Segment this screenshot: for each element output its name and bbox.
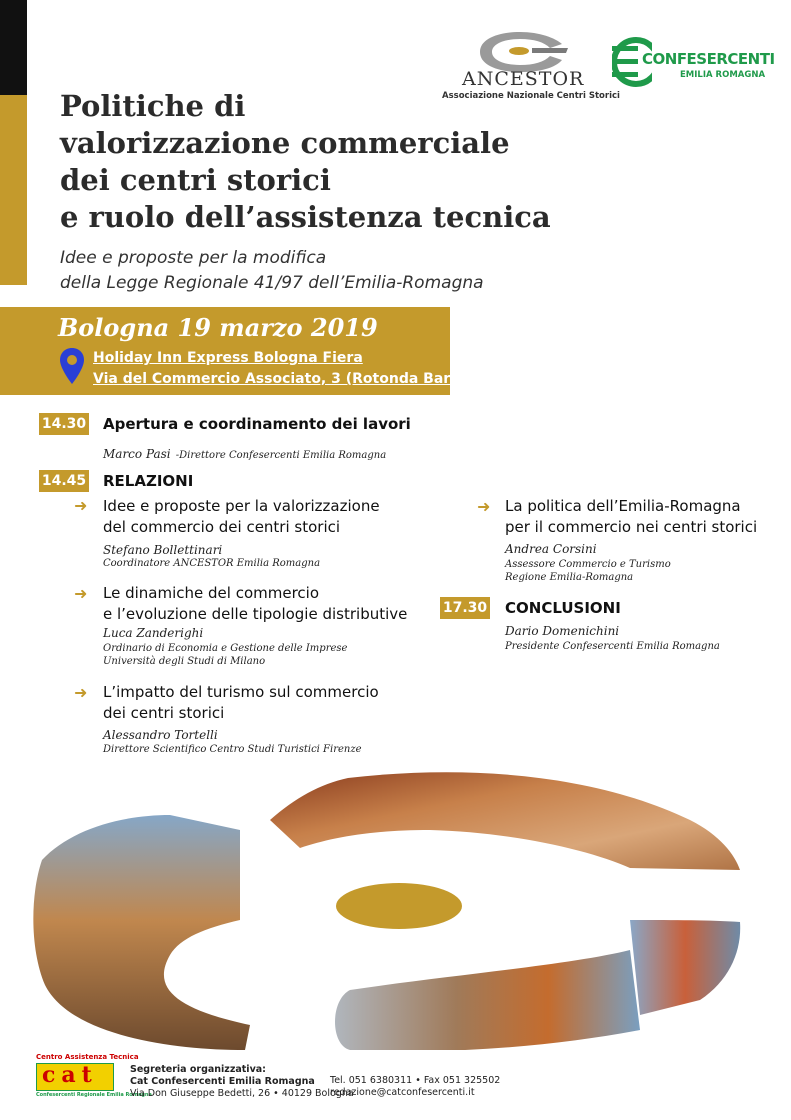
photo-right-band [630, 920, 740, 1015]
title-line-1: Politiche di [60, 89, 246, 123]
confesercenti-name: CONFESERCENTI [642, 50, 775, 68]
footer-address: Via Don Giuseppe Bedetti, 26 • 40129 Bologna [130, 1088, 354, 1099]
talk-2-title-line-2: e l’evoluzione delle tipologie distributive [103, 605, 408, 623]
cat-logo-top: Centro Assistenza Tecnica [36, 1053, 139, 1061]
talk-2-role-2: Università degli Studi di Milano [103, 656, 266, 667]
photo-left-band [33, 815, 250, 1050]
title-line-3: dei centri storici [60, 163, 331, 197]
footer-phone: Tel. 051 6380311 • Fax 051 325502 [330, 1075, 501, 1086]
opening-speaker-line [103, 443, 386, 462]
conclusions-speaker: Dario Domenichini [505, 624, 620, 638]
relazioni-title: RELAZIONI [103, 472, 194, 490]
talk-2-title [103, 583, 407, 625]
cat-logo [36, 1053, 152, 1103]
arrow-right-icon: ➜ [74, 496, 88, 515]
central-gold-ellipse [336, 883, 462, 929]
talk-1-role: Coordinatore ANCESTOR Emilia Romagna [103, 558, 321, 569]
time-badge-conclusions: 17.30 [440, 597, 490, 619]
event-venue[interactable] [93, 348, 481, 390]
talk-1-title-line-2: del commercio dei centri storici [103, 518, 341, 536]
talk-4-title-line-1: La politica dell’Emilia-Romagna [505, 497, 741, 515]
photo-top-band [270, 772, 740, 870]
arrow-right-icon: ➜ [477, 497, 491, 516]
venue-address[interactable]: Via del Commercio Associato, 3 (Rotonda Baroni) [93, 371, 481, 387]
ancestor-subtitle: Associazione Nazionale Centri Storici [442, 91, 620, 101]
footer-organizer [130, 1064, 354, 1100]
talk-4-role-2: Regione Emilia-Romagna [505, 572, 634, 583]
confesercenti-logo [612, 36, 775, 91]
title-line-2: valorizzazione commerciale [60, 126, 510, 160]
footer-contacts [330, 1075, 500, 1099]
cat-logo-letters: cat [42, 1062, 98, 1088]
side-bar-black [0, 0, 27, 95]
side-bar-gold [0, 95, 27, 285]
page-title [60, 88, 580, 236]
subtitle-line-2: della Legge Regionale 41/97 dell’Emilia-Romagna [60, 273, 484, 293]
arrow-right-icon: ➜ [74, 683, 88, 702]
venue-name[interactable]: Holiday Inn Express Bologna Fiera [93, 350, 363, 366]
conclusions-title: CONCLUSIONI [505, 599, 621, 617]
time-badge-relazioni: 14.45 [39, 470, 89, 492]
talk-1-speaker: Stefano Bollettinari [103, 543, 223, 557]
time-badge-opening: 14.30 [39, 413, 89, 435]
talk-1-title-line-1: Idee e proposte per la valorizzazione [103, 497, 380, 515]
photo-bottom-band [335, 950, 640, 1050]
talk-4-role-1: Assessore Commercio e Turismo [505, 559, 671, 570]
talk-3-title [103, 682, 379, 724]
cat-logo-bottom: Confesercenti Regionale Emilia Romagna [36, 1092, 152, 1098]
location-pin-icon [60, 348, 84, 384]
talk-4-speaker: Andrea Corsini [505, 542, 597, 556]
arrow-right-icon: ➜ [74, 584, 88, 603]
talk-2-title-line-1: Le dinamiche del commercio [103, 584, 319, 602]
subtitle [60, 246, 484, 296]
event-date: Bologna 19 marzo 2019 [58, 313, 378, 342]
talk-3-role: Direttore Scientifico Centro Studi Turistici Firenze [103, 744, 362, 755]
footer-org: Cat Confesercenti Emilia Romagna [130, 1076, 315, 1087]
ancestor-name: ANCESTOR [462, 68, 585, 90]
conclusions-role: Presidente Confesercenti Emilia Romagna [505, 641, 720, 652]
opening-title: Apertura e coordinamento dei lavori [103, 415, 411, 433]
subtitle-line-1: Idee e proposte per la modifica [60, 248, 327, 268]
talk-3-speaker: Alessandro Tortelli [103, 728, 218, 742]
talk-4-title-line-2: per il commercio nei centri storici [505, 518, 758, 536]
opening-role: -Direttore Confesercenti Emilia Romagna [175, 450, 387, 461]
talk-3-title-line-1: L’impatto del turismo sul commercio [103, 683, 379, 701]
talk-1-title [103, 496, 380, 538]
footer-email[interactable]: redazione@catconfesercenti.it [330, 1087, 475, 1098]
talk-2-role-1: Ordinario di Economia e Gestione delle Imprese [103, 643, 348, 654]
opening-speaker: Marco Pasi [103, 447, 171, 461]
title-line-4: e ruolo dell’assistenza tecnica [60, 200, 551, 234]
footer-label: Segreteria organizzativa: [130, 1064, 266, 1075]
talk-4-title [505, 496, 757, 538]
city-photo-collage [30, 760, 760, 1050]
talk-3-title-line-2: dei centri storici [103, 704, 225, 722]
confesercenti-region: EMILIA ROMAGNA [680, 70, 766, 80]
talk-2-speaker: Luca Zanderighi [103, 626, 204, 640]
